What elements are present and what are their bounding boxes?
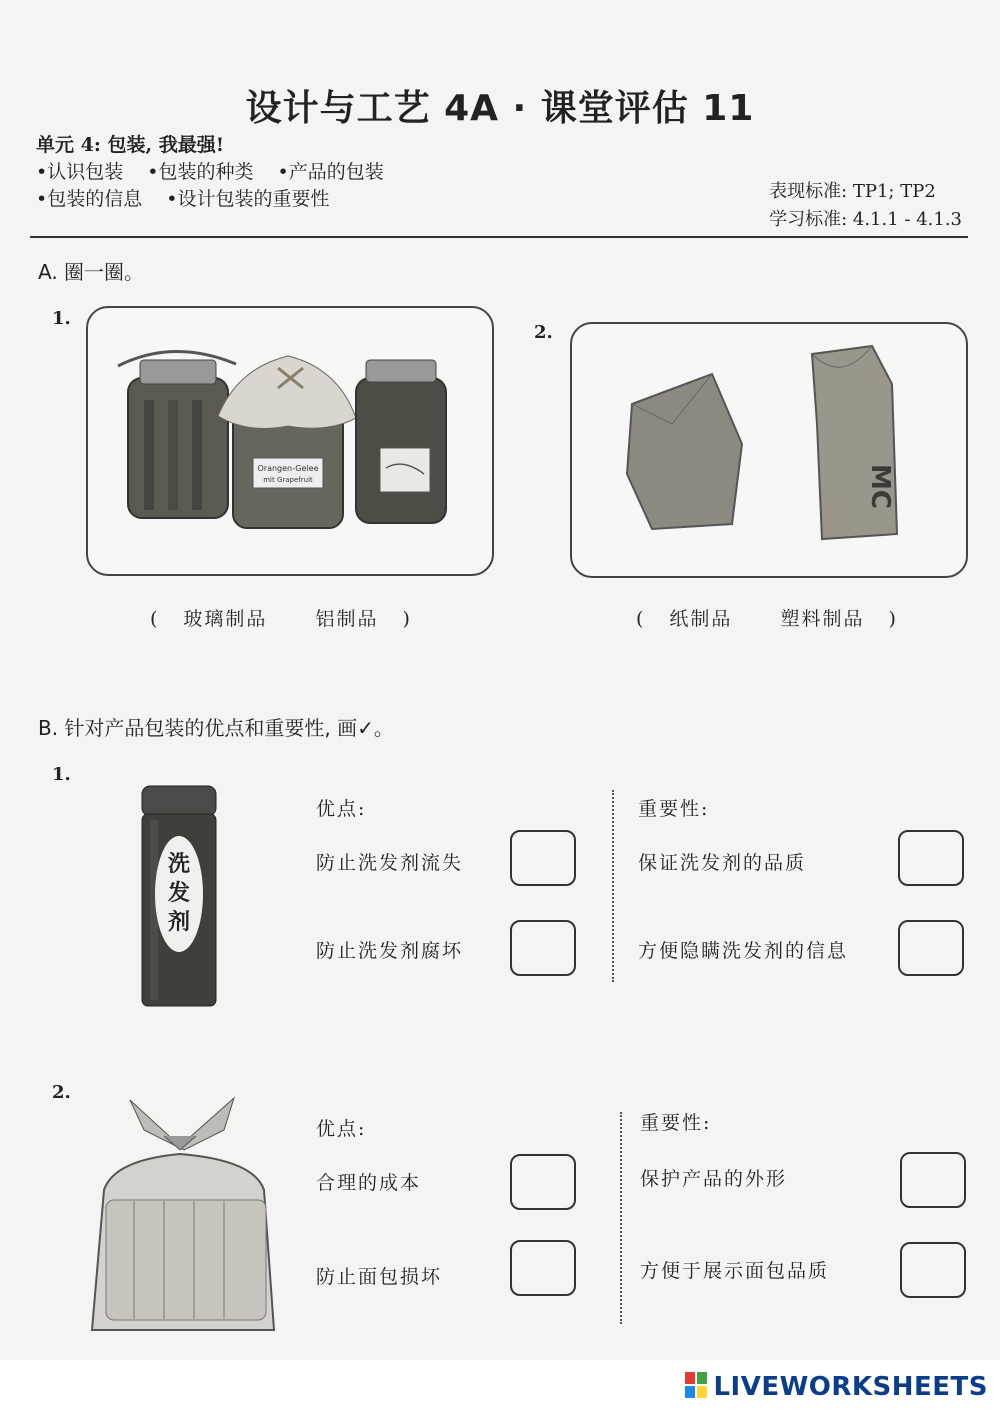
- column-divider: [620, 1112, 622, 1324]
- page-title: 设计与工艺 4A · 课堂评估 11: [245, 88, 755, 129]
- section-a-heading: A. 圈一圈。: [38, 260, 145, 284]
- checkbox-importance-4[interactable]: [900, 1242, 966, 1298]
- svg-text:MC: MC: [865, 464, 895, 509]
- importance-heading: 重要性:: [638, 798, 710, 820]
- column-divider: [612, 790, 614, 982]
- topic-item: •设计包装的重要性: [166, 188, 330, 210]
- topic-list-row-1: [36, 159, 402, 186]
- brand-text: LIVEWORKSHEETS: [713, 1372, 988, 1402]
- performance-standard: 表现标准: TP1; TP2: [769, 181, 936, 202]
- paper-bags-image: [572, 324, 966, 576]
- topic-item: •认识包装: [36, 161, 124, 183]
- choice-row-2: [636, 604, 898, 631]
- choice-glass[interactable]: 玻璃制品: [183, 608, 268, 630]
- advantage-option: 防止洗发剂流失: [316, 852, 464, 874]
- question-number: 2.: [534, 322, 553, 343]
- question-number: 1.: [52, 764, 71, 785]
- importance-heading: 重要性:: [640, 1112, 712, 1134]
- checkbox-advantage-1[interactable]: [510, 830, 576, 886]
- choice-row-1: [150, 604, 412, 631]
- svg-text:mit Grapefruit: mit Grapefruit: [263, 476, 313, 484]
- image-glass-jars: [86, 306, 494, 576]
- topic-item: •产品的包装: [277, 161, 384, 183]
- importance-option: 方便于展示面包品质: [640, 1260, 830, 1282]
- importance-option: 方便隐瞒洗发剂的信息: [638, 940, 849, 962]
- liveworksheets-logo: [685, 1372, 988, 1402]
- glass-jars-image: [88, 308, 492, 574]
- section-b-heading: B. 针对产品包装的优点和重要性, 画✓。: [38, 716, 394, 740]
- bottle-label-char: 剂: [167, 910, 190, 935]
- header-divider: [30, 236, 968, 238]
- unit-info: [36, 132, 402, 213]
- advantages-heading: 优点:: [316, 798, 367, 820]
- liveworksheets-icon: [685, 1372, 709, 1398]
- importance-option: 保证洗发剂的品质: [638, 852, 807, 874]
- checkbox-advantage-4[interactable]: [510, 1240, 576, 1296]
- topic-list-row-2: [36, 186, 402, 213]
- unit-title: 单元 4: 包装, 我最强!: [36, 134, 225, 156]
- paren-close: ): [402, 608, 412, 630]
- bread-loaf-image: [84, 1090, 280, 1340]
- question-number: 2.: [52, 1082, 71, 1103]
- topic-item: •包装的种类: [147, 161, 254, 183]
- advantages-heading: 优点:: [316, 1118, 367, 1140]
- bottle-label: [140, 850, 218, 937]
- choice-paper[interactable]: 纸制品: [669, 608, 733, 630]
- svg-text:Orangen-Gelee: Orangen-Gelee: [257, 464, 319, 473]
- advantage-option: 合理的成本: [316, 1172, 422, 1194]
- choice-aluminium[interactable]: 铝制品: [315, 608, 379, 630]
- importance-option: 保护产品的外形: [640, 1168, 788, 1190]
- advantage-option: 防止洗发剂腐坏: [316, 940, 464, 962]
- paren-open: (: [636, 608, 646, 630]
- bottle-label-char: 发: [167, 881, 190, 906]
- checkbox-advantage-3[interactable]: [510, 1154, 576, 1210]
- checkbox-advantage-2[interactable]: [510, 920, 576, 976]
- topic-item: •包装的信息: [36, 188, 143, 210]
- checkbox-importance-2[interactable]: [898, 920, 964, 976]
- image-paper-bags: [570, 322, 968, 578]
- question-number: 1.: [52, 308, 71, 329]
- standards-block: [769, 178, 962, 234]
- choice-plastic[interactable]: 塑料制品: [780, 608, 865, 630]
- bottle-label-char: 洗: [167, 852, 190, 877]
- checkbox-importance-3[interactable]: [900, 1152, 966, 1208]
- learning-standard: 学习标准: 4.1.1 - 4.1.3: [769, 209, 962, 230]
- checkbox-importance-1[interactable]: [898, 830, 964, 886]
- advantage-option: 防止面包损坏: [316, 1266, 443, 1288]
- paren-open: (: [150, 608, 160, 630]
- paren-close: ): [888, 608, 898, 630]
- shampoo-bottle-image: [140, 784, 218, 1008]
